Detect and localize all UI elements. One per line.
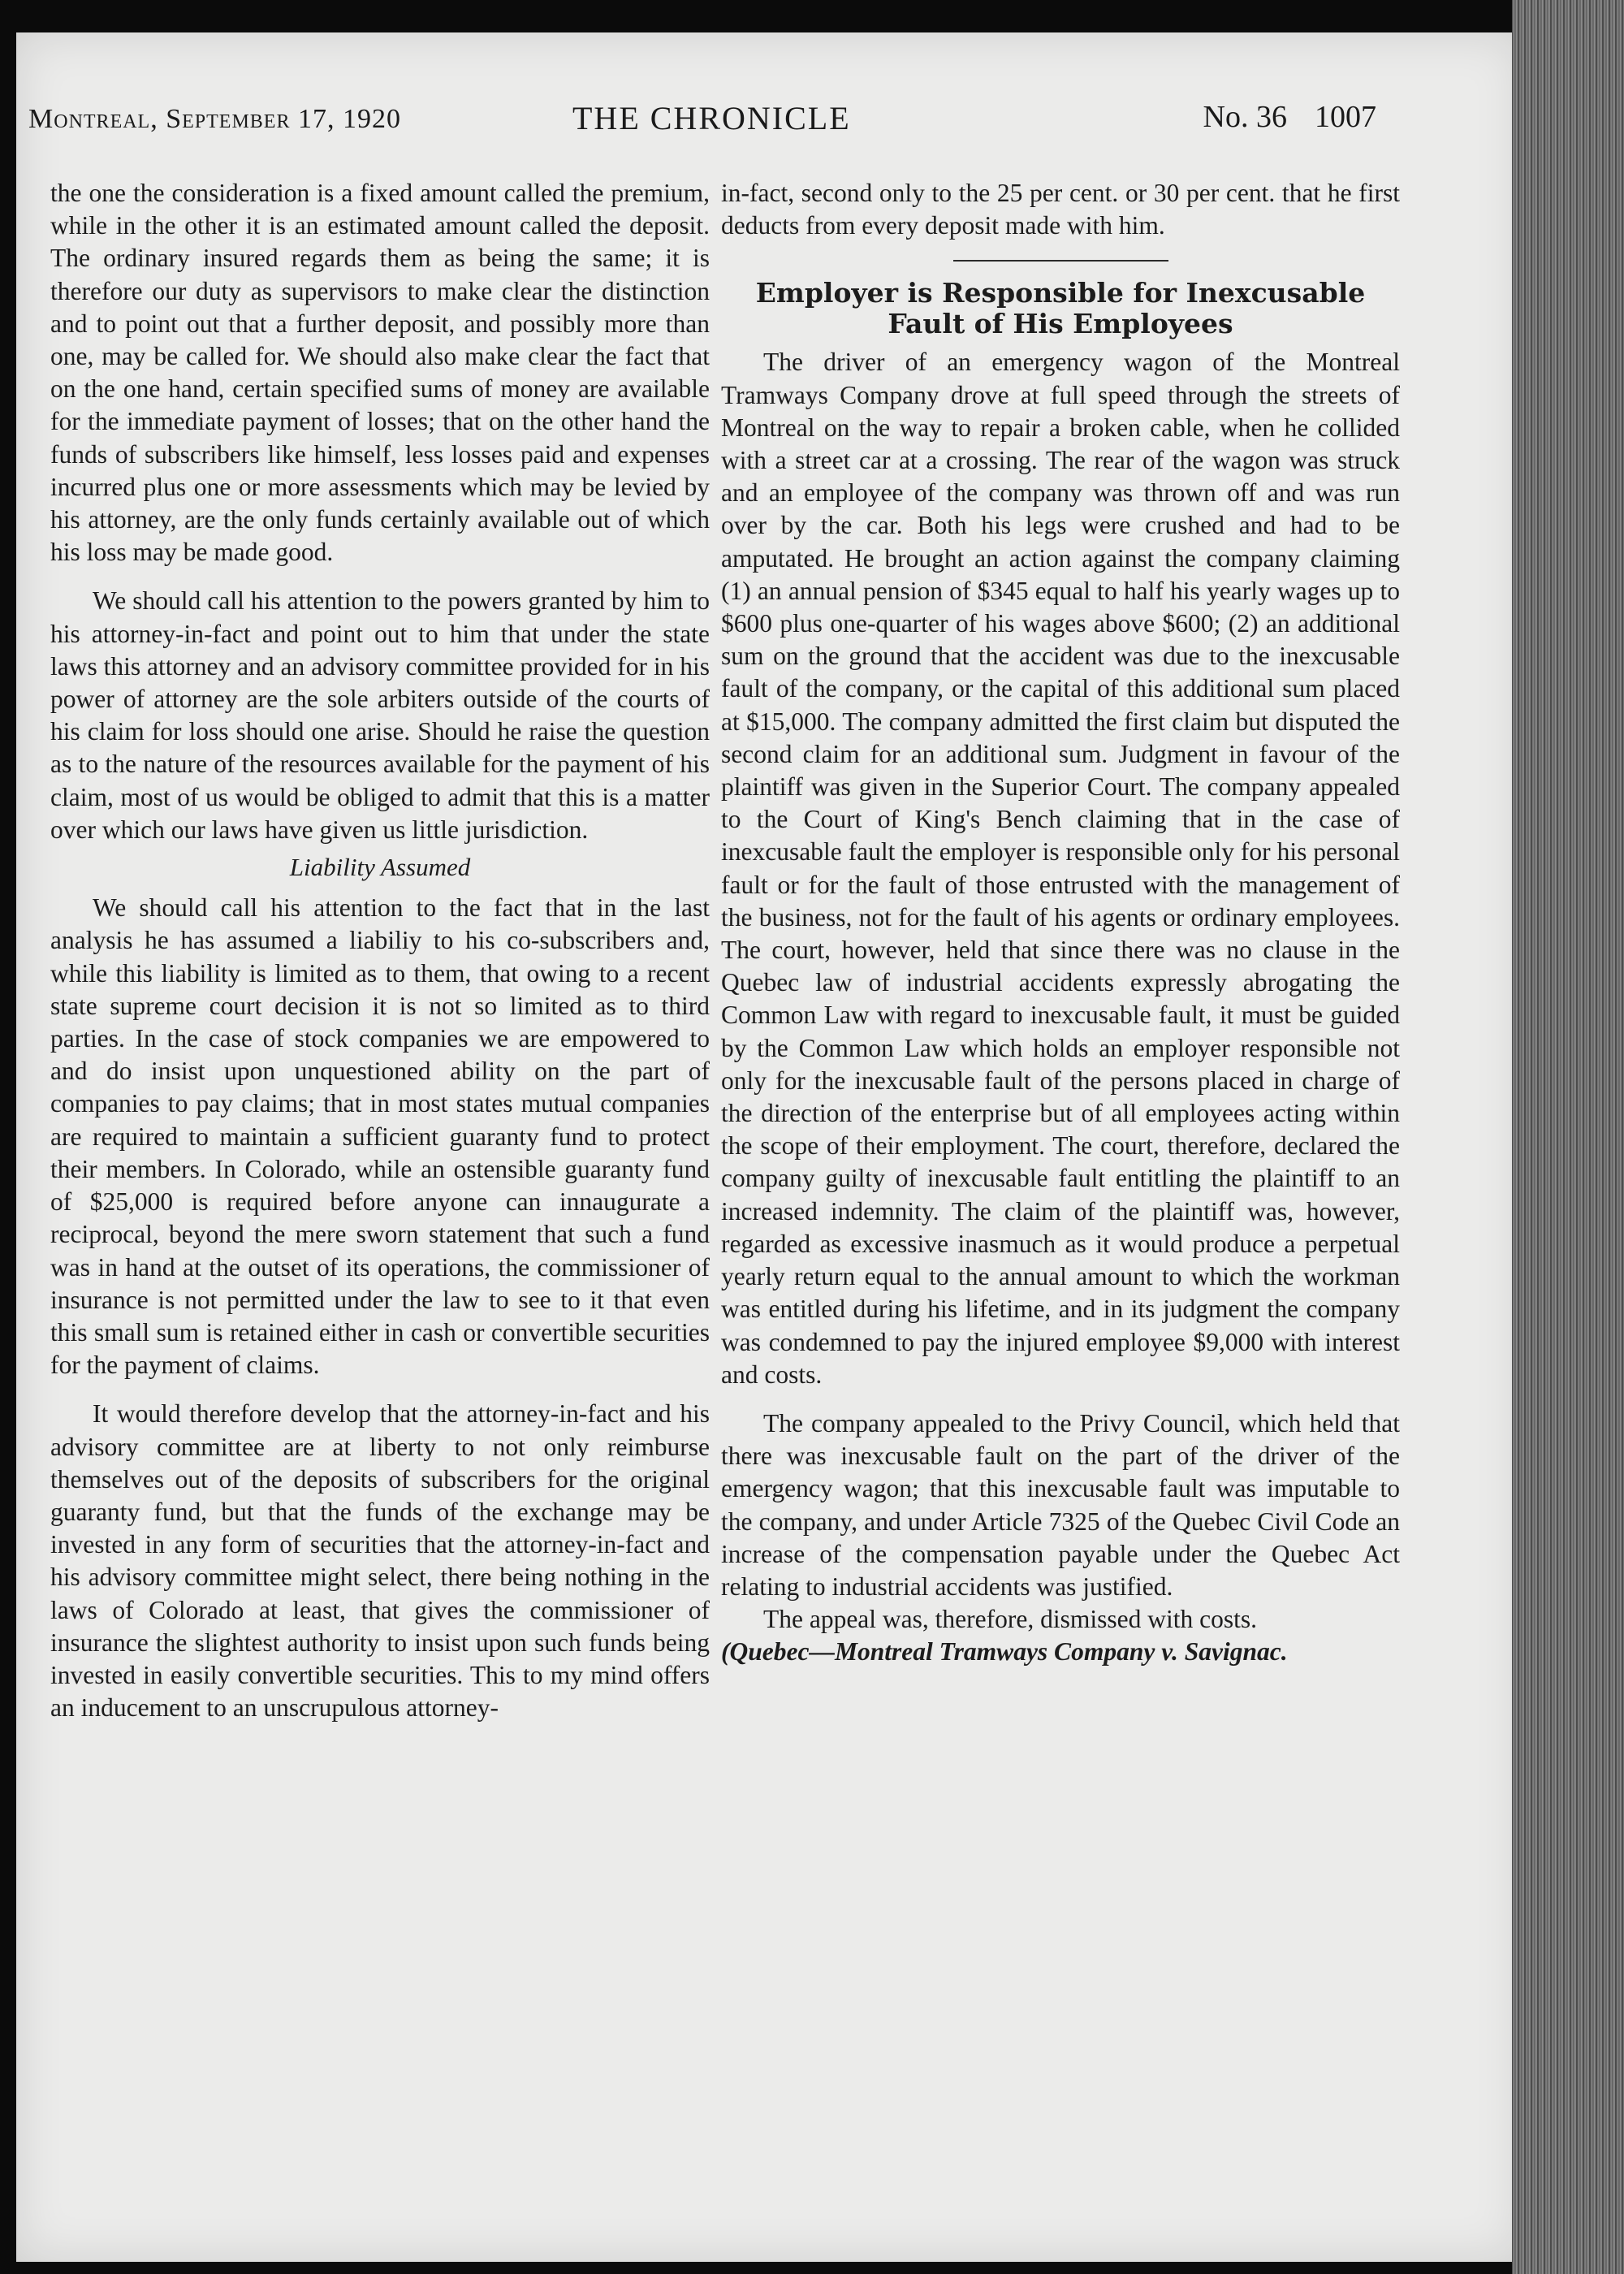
right-paragraph-2: The company appealed to the Privy Council, which held that there was inexcusable fault on the part of the driver of the emergency wagon; that this inexcusable fault was imputable to the company, and under Article 7325 of the Quebec Civil Code an increase of the compensation payable under the Quebec Act relating to industrial accidents was justified. [721, 1408, 1400, 1601]
article-title [721, 278, 1400, 339]
page-number: 1007 [1315, 100, 1376, 134]
left-paragraph-1: the one the consideration is a fixed amount called the premium, while in the other it is an estimated amount called the deposit. The ordinary insured regards them as being the same; it is therefore our duty as supervisors to make clear the distinction and to point out that a further deposit, and possibly more than one, may be called for. We should also make clear the fact that on the one hand, certain specified sums of money are available for the immediate payment of losses; that on the other hand the funds of subscribers like himself, less losses paid and expenses incurred plus one or more assessments which may be levied by his attorney, are the only funds certainly available out of which his loss may be made good. [50, 179, 710, 567]
right-paragraph-3: The appeal was, therefore, dismissed with costs. [763, 1605, 1257, 1634]
article-divider [953, 260, 1168, 262]
header-dateline: Montreal, September 17, 1920 [28, 104, 401, 134]
section-subheading: Liability Assumed [289, 853, 471, 882]
left-paragraph-3: We should call his attention to the fact that in the last analysis he has assumed a liabiliy to his co-subscribers and, while this liability is limited as to them, that owing to a recent state supreme court decision it is not so limited as to third parties. In the case of stock companies we are empowered to and do insist upon unquestioned ability on the part of companies to pay claims; that in most states mutual companies are required to maintain a sufficient guaranty fund to protect their members. In Colorado, while an ostensible guaranty fund of $25,000 is required before anyone can innaugurate a reciprocal, beyond the mere sworn statement that such a fund was in hand at the outset of its operations, the commissioner of insurance is not permitted under the law to see to it that even this small sum is retained either in cash or convertible securities for the payment of claims. [50, 893, 710, 1380]
header-issue-page [1176, 99, 1376, 135]
article-title-line-2: Fault of His Employees [888, 308, 1233, 340]
left-paragraph-2: We should call his attention to the powers granted by him to his attorney-in-fact and point out to him that under the state laws this attorney and an advisory committee provided for in his power of attorney are the sole arbiters outside of the courts of his claim for loss should one arise. Should he raise the question as to the nature of the resources available for the payment of his claim, most of us would be obliged to admit that this is a matter over which our laws have given us little jurisdiction. [50, 586, 710, 844]
left-paragraph-4: It would therefore develop that the attorney-in-fact and his advisory committee are at liberty to not only reimburse themselves out of the deposits of subscribers for the original guaranty fund, but that the funds of the exchange may be invested in any form of securities that the attorney-in-fact and his advisory committee might select, there being nothing in the laws of Colorado at least, that gives the commissioner of insurance the slightest authority to insist upon such funds being invested in easily convertible securities. This to my mind offers an inducement to an unscrupulous attorney- [50, 1399, 710, 1723]
page-header [28, 71, 1376, 136]
right-paragraph-continued: in-fact, second only to the 25 per cent. or 30 per cent. that he first deducts from every deposit made with him. [721, 179, 1400, 240]
article-title-line-1: Employer is Responsible for Inexcusable [755, 277, 1366, 309]
right-paragraph-1: The driver of an emergency wagon of the Montreal Tramways Company drove at full speed through the streets of Montreal on the way to repair a broken cable, when he collided with a street car at a crossing. The rear of the wagon was struck and an employee of the company was thrown off and was run over by the car. Both his legs were crushed and had to be amputated. He brought an action against the company claiming (1) an annual pension of $345 equal to half his yearly wages up to $600 plus one-quarter of his wages above $600; (2) an additional sum on the ground that the accident was due to the inexcusable fault of the company, or the capital of this additional sum placed at $15,000. The company admitted the first claim but disputed the second claim for an additional sum. Judgment in favour of the plaintiff was given in the Superior Court. The company appealed to the Court of King's Bench claiming that in the case of inexcusable fault the employer is responsible only for his personal fault or for the fault of those entrusted with the management of the business, not for the fault of his agents or ordinary employees. The court, however, held that since there was no clause in the Quebec law of industrial accidents expressly abrogating the Common Law with regard to inexcusable fault, it must be guided by the Common Law which holds an employer responsible not only for the inexcusable fault of the persons placed in charge of the direction of the enterprise but of all employees acting within the scope of their employment. The court, therefore, declared the company guilty of inexcusable fault entitling the plaintiff to an increased indemnity. The claim of the plaintiff was, however, regarded as excessive inasmuch as it would produce a perpetual yearly return equal to the annual amount to which the workman was entitled during his lifetime, and in its judgment the company was condemned to pay the injured employee $9,000 with interest and costs. [721, 348, 1400, 1389]
publication-title: THE CHRONICLE [572, 100, 851, 136]
right-column [721, 177, 1400, 1669]
case-citation: (Quebec—Montreal Tramways Company v. Savignac. [721, 1637, 1288, 1667]
issue-number: No. 36 [1203, 100, 1287, 134]
left-column [50, 177, 710, 1724]
book-edge [1512, 0, 1624, 2274]
